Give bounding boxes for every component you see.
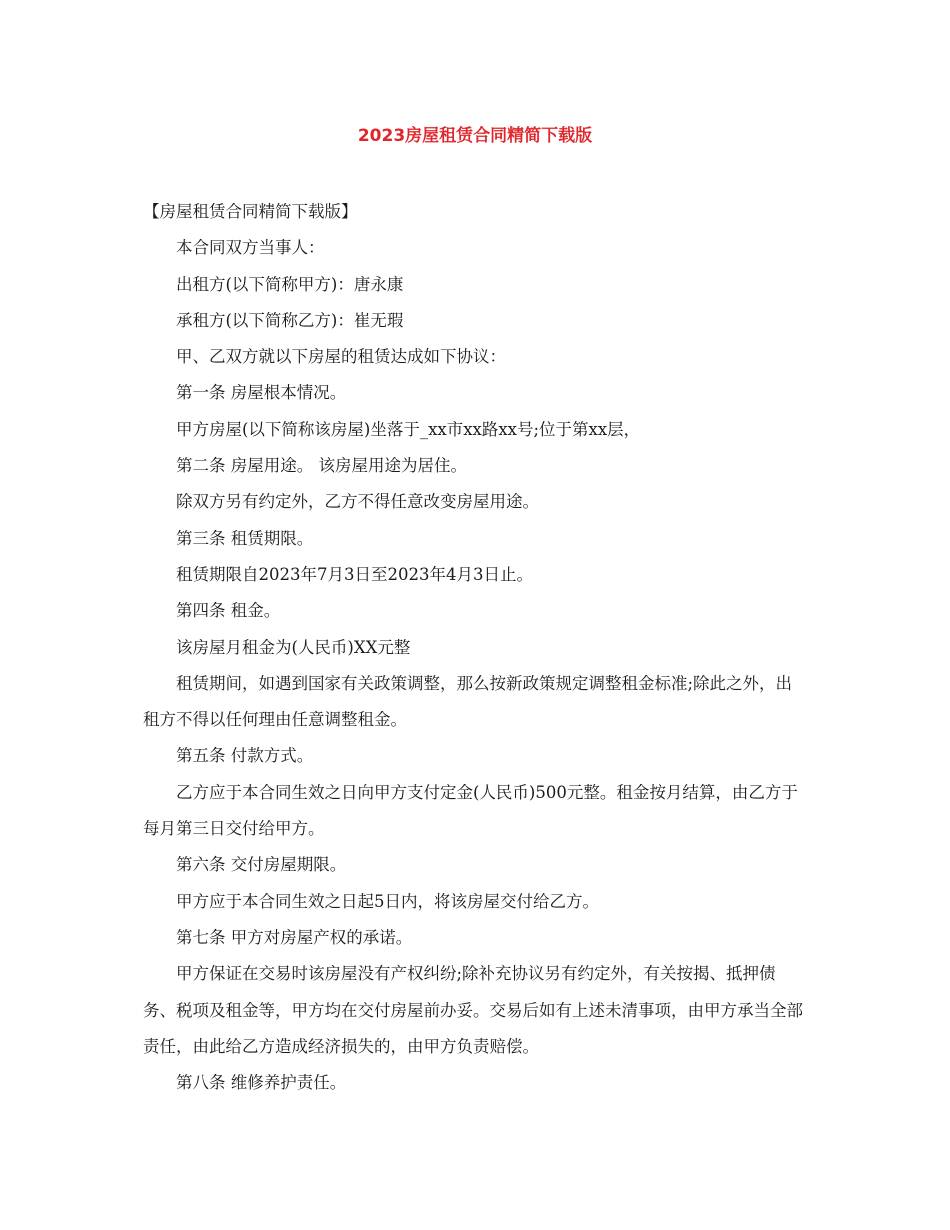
article-heading: 第六条 交付房屋期限。 bbox=[176, 855, 347, 875]
paragraph: 甲、乙双方就以下房屋的租赁达成如下协议： bbox=[176, 347, 506, 367]
paragraph: 除双方另有约定外，乙方不得任意改变房屋用途。 bbox=[176, 492, 539, 512]
paragraph: 该房屋月租金为(人民币)XX元整 bbox=[176, 637, 411, 657]
paragraph: 出租方(以下简称甲方)：唐永康 bbox=[176, 274, 404, 294]
paragraph: 租赁期间，如遇到国家有关政策调整，那么按新政策规定调整租金标准;除此之外，出租方不得以任何理由任意调整租金。 bbox=[143, 673, 793, 730]
paragraph: 承租方(以下简称乙方)：崔无瑕 bbox=[176, 310, 404, 330]
document-title: 2023房屋租赁合同精简下载版 bbox=[357, 126, 593, 146]
article-heading: 第二条 房屋用途。 该房屋用途为居住。 bbox=[176, 456, 467, 476]
article-heading: 第五条 付款方式。 bbox=[176, 746, 314, 766]
article-heading: 第三条 租赁期限。 bbox=[176, 528, 314, 548]
paragraph: 甲方房屋(以下简称该房屋)坐落于_xx市xx路xx号;位于第xx层， bbox=[176, 419, 641, 439]
article-heading: 第四条 租金。 bbox=[176, 601, 281, 621]
paragraph: 乙方应于本合同生效之日向甲方支付定金(人民币)500元整。租金按月结算，由乙方于每月第三日交付给甲方。 bbox=[143, 782, 798, 839]
paragraph: 甲方保证在交易时该房屋没有产权纠纷;除补充协议另有约定外，有关按揭、抵押债务、税项及租金等，甲方均在交付房屋前办妥。交易后如有上述未清事项，由甲方承当全部责任，由此给乙方造成经济损失的，由甲方负责赔偿。 bbox=[143, 964, 803, 1056]
article-heading: 第七条 甲方对房屋产权的承诺。 bbox=[176, 927, 413, 947]
paragraph: 甲方应于本合同生效之日起5日内，将该房屋交付给乙方。 bbox=[176, 891, 599, 911]
paragraph: 本合同双方当事人： bbox=[176, 238, 325, 258]
section-heading: 【房屋租赁合同精简下载版】 bbox=[143, 202, 358, 221]
paragraph: 租赁期限自2023年7月3日至2023年4月3日止。 bbox=[176, 564, 533, 584]
document-body bbox=[143, 194, 807, 1101]
article-heading: 第八条 维修养护责任。 bbox=[176, 1073, 347, 1093]
article-heading: 第一条 房屋根本情况。 bbox=[176, 383, 347, 403]
